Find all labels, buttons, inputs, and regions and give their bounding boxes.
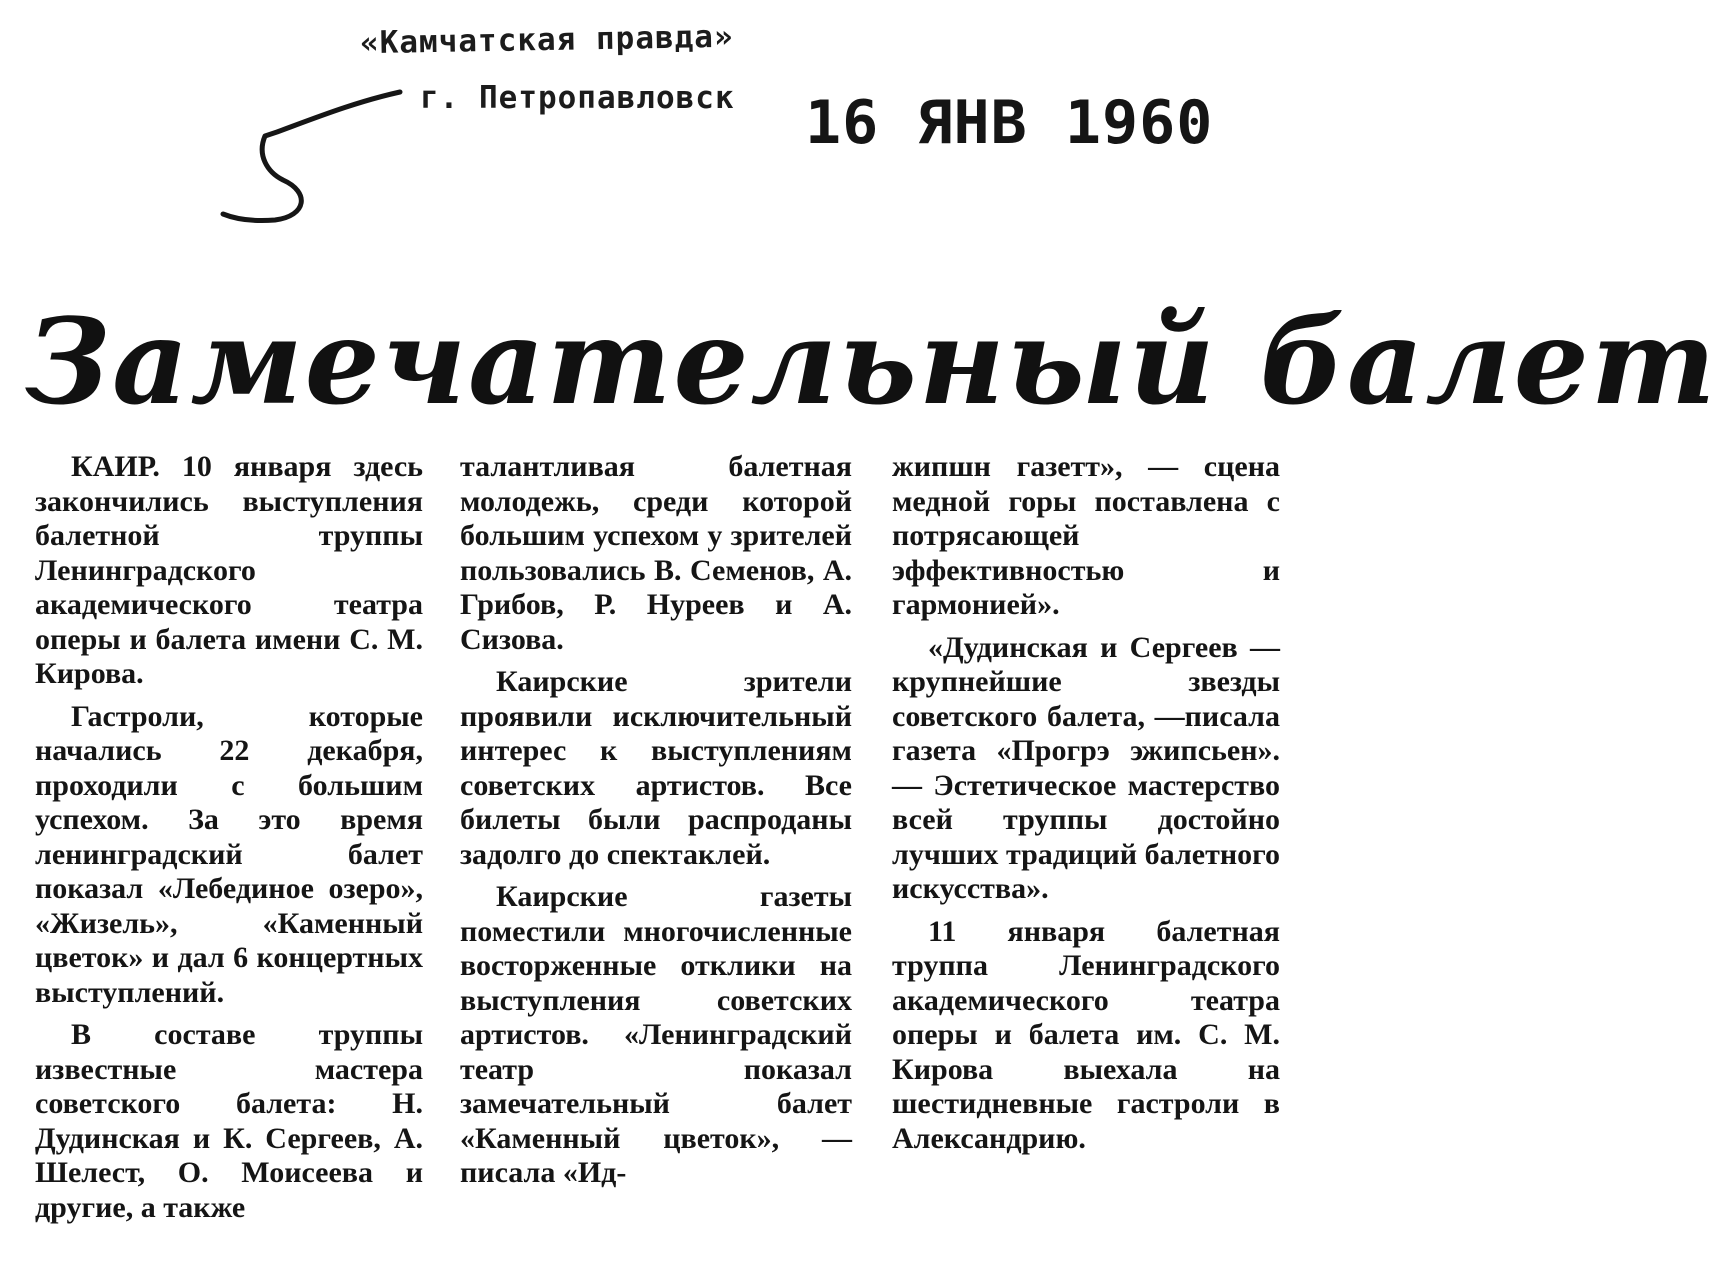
paragraph: Каирские газеты поместили многочисленные восторженные отклики на выступления советских артистов. «Ленинградский театр показал замечательный балет «Каменный цветок», — писала «Ид- (460, 880, 852, 1189)
paragraph: Каирские зрители проявили исключительный интерес к выступлениям советских артистов. Все билеты были распроданы задолго до спектаклей. (460, 665, 852, 871)
paragraph: Гастроли, которые начались 22 декабря, проходили с большим успехом. За это время ленинградский балет показал «Лебединое озеро», «Жизель», «Каменный цветок» и дал 6 концертных выступлений. (35, 699, 423, 1009)
article-headline: Замечательный балет (25, 292, 1718, 431)
paragraph: 11 января балетная труппа Ленинградского академического театра оперы и балета им. С. М. Кирова выехала на шестидневные гастроли в Александрию. (892, 914, 1280, 1155)
newspaper-stamp: «Камчатская правда» (359, 18, 734, 62)
paragraph: «Дудинская и Сергеев — крупнейшие звезды советского балета, —писала газета «Прогрэ эжипсьен». — Эстетическое мастерство всей труппы достойно лучших традиций балетного искусства». (892, 630, 1280, 905)
paragraph: КАИР. 10 января здесь закончились выступления балетной труппы Ленинградского академического театра оперы и балета имени С. М. Кирова. (35, 450, 423, 690)
paragraph: талантливая балетная молодежь, среди которой большим успехом у зрителей пользовались В. Семенов, А. Грибов, Р. Нуреев и А. Сизова. (460, 450, 852, 656)
text-column-1 (35, 450, 423, 1233)
text-column-2 (460, 450, 852, 1199)
date-stamp: 16 ЯНВ 1960 (805, 88, 1214, 158)
handwritten-mark (215, 80, 415, 230)
text-column-3 (892, 450, 1280, 1164)
paragraph: В составе труппы известные мастера советского балета: Н. Дудинская и К. Сергеев, А. Шелест, О. Моисеева и другие, а также (35, 1018, 423, 1224)
city-stamp: г. Петропавловск (420, 80, 735, 116)
paragraph: жипшн газетт», — сцена медной горы поставлена с потрясающей эффективностью и гармонией». (892, 450, 1280, 621)
